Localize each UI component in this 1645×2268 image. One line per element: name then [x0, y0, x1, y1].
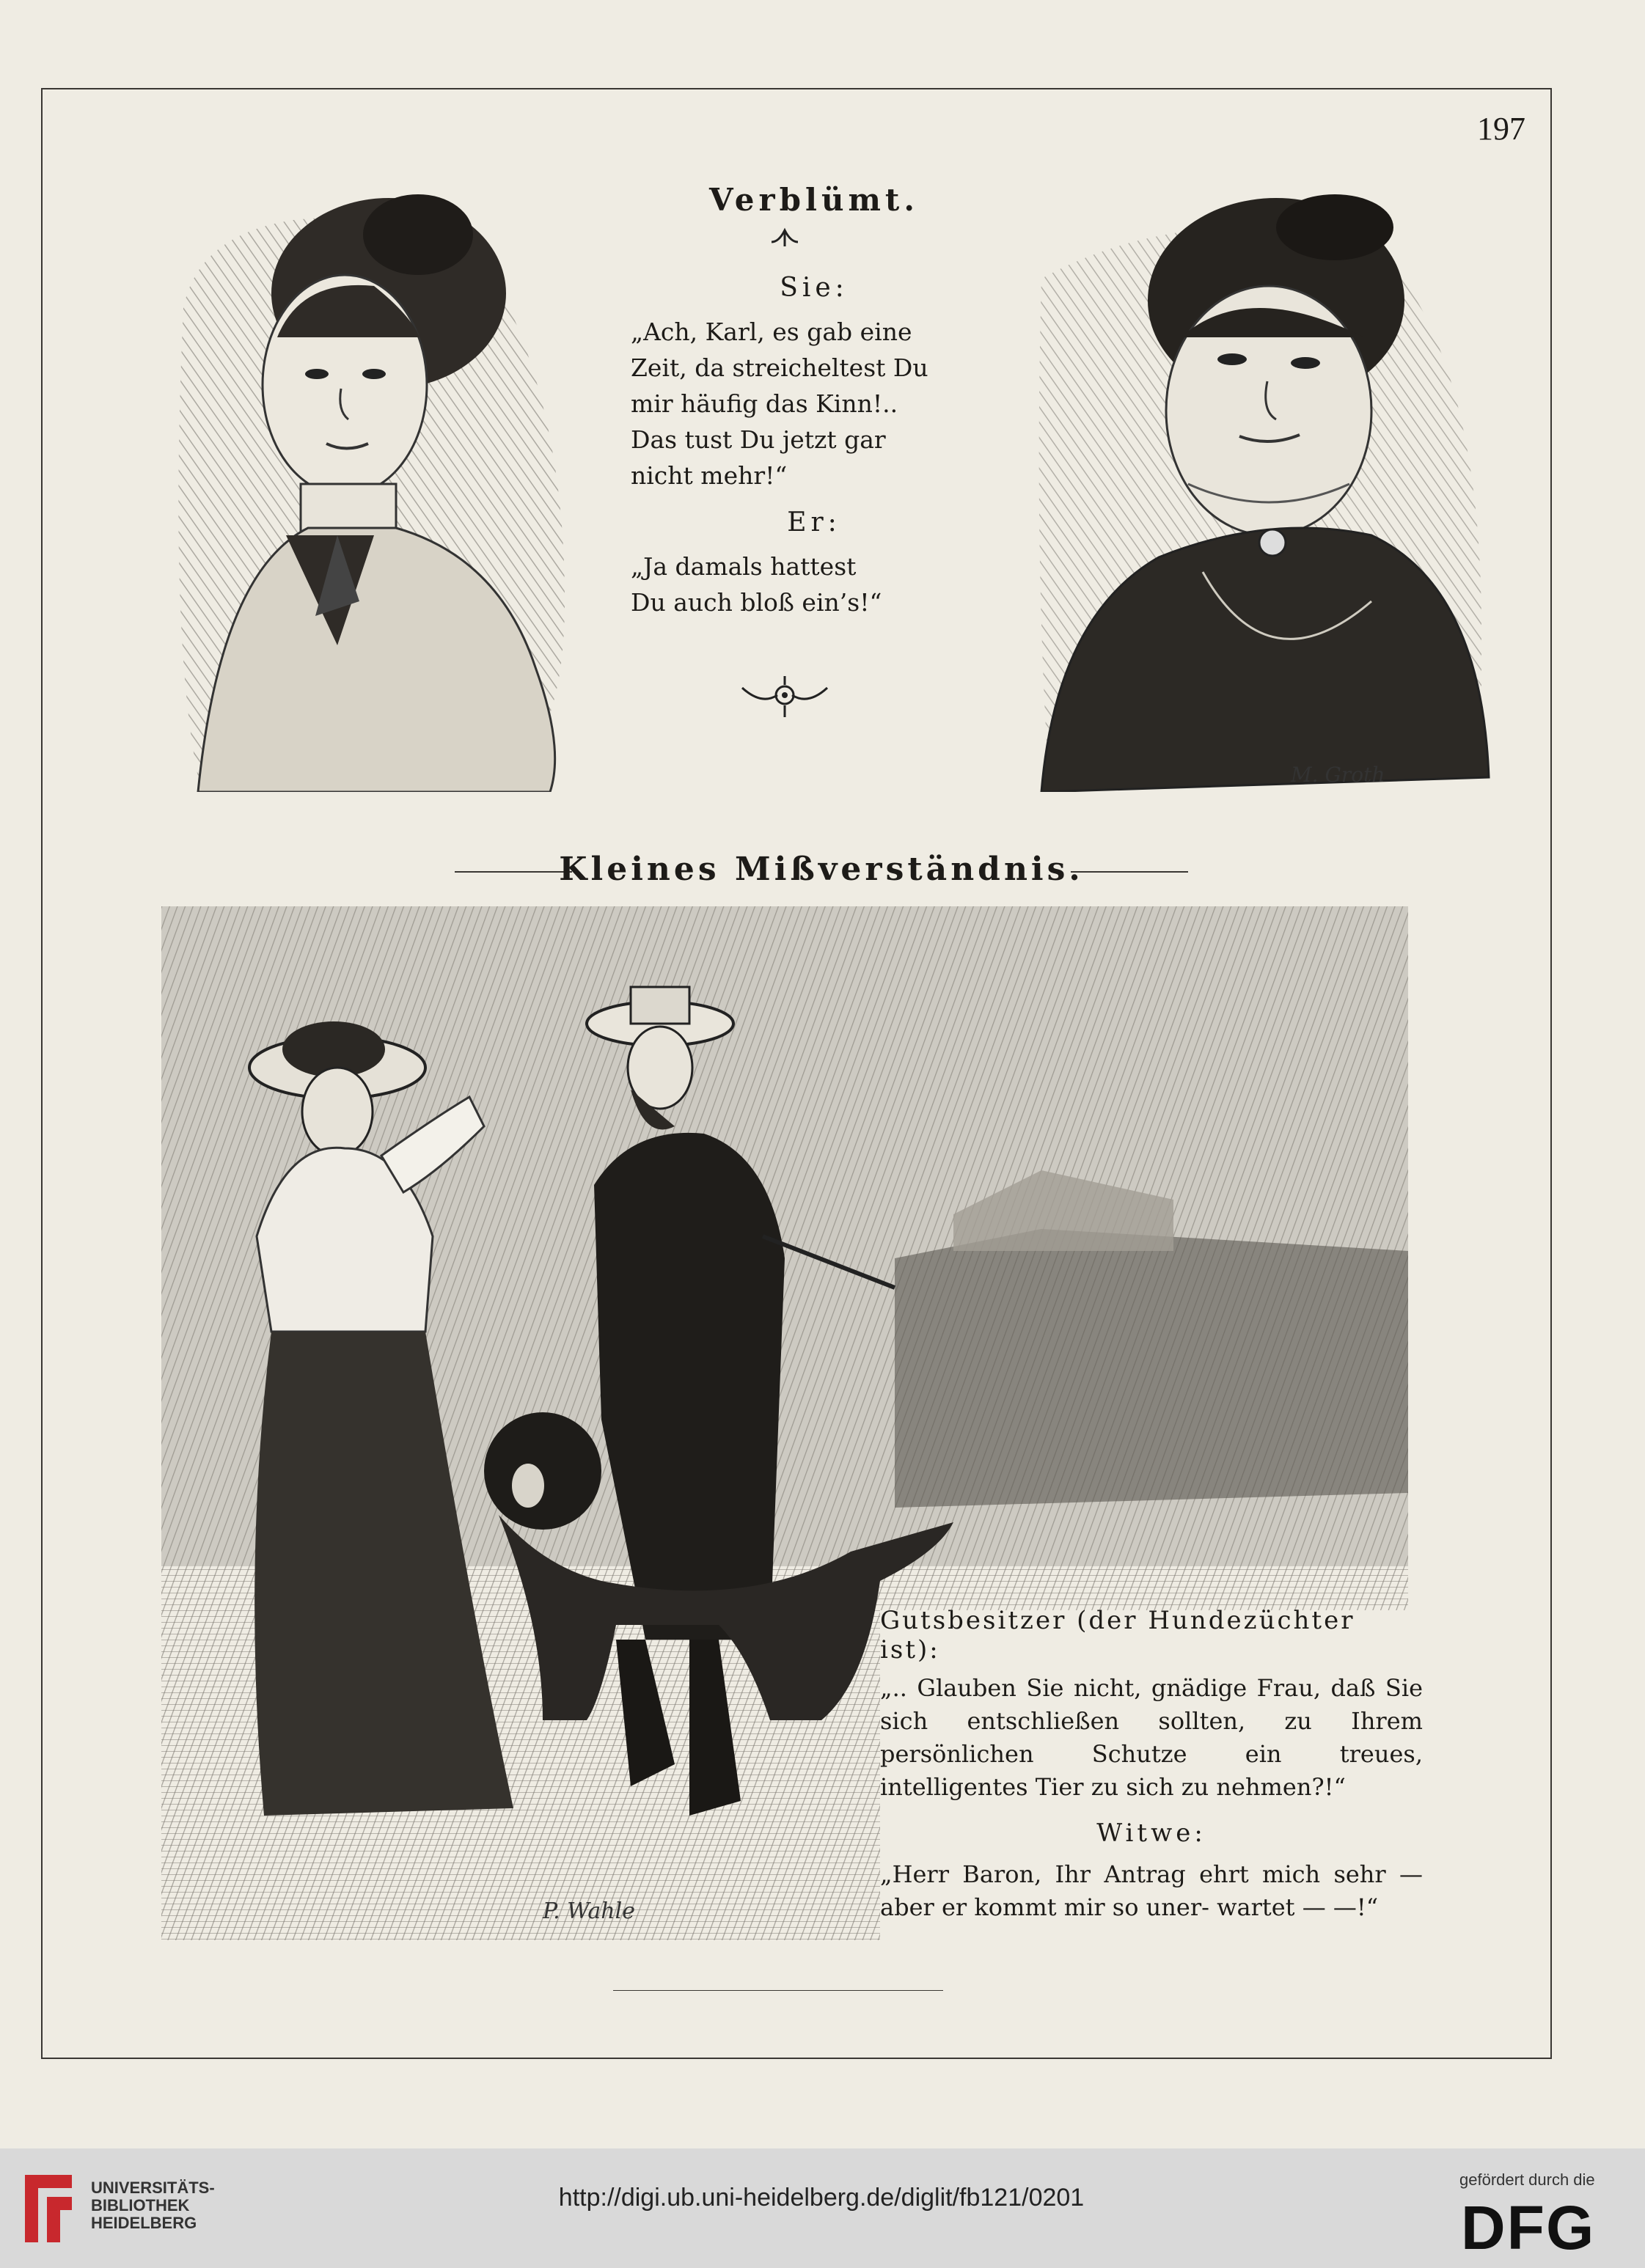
- vignette-icon: [739, 673, 830, 720]
- poem-title: Verblümt.: [709, 182, 919, 218]
- dfg-logo: DFG: [1461, 2193, 1596, 2262]
- institution-line: BIBLIOTHEK: [91, 2196, 190, 2214]
- institution-line: HEIDELBERG: [91, 2214, 197, 2232]
- verse-line: Du auch bloß ein’s!“: [631, 588, 882, 617]
- verse-line: Das tust Du jetzt gar: [631, 425, 886, 454]
- caption-text: „.. Glauben Sie nicht, gnädige Frau, daß Sie sich entschließen sollten, zu Ihrem persönlichen Schutze ein treues, intelligentes Tier zu sich zu nehmen?!“: [880, 1674, 1423, 1801]
- bottom-rule: [613, 1990, 943, 1991]
- caption-reply: „Herr Baron, Ihr Antrag ehrt mich sehr — aber er kommt mir so uner- wartet — —!“: [880, 1860, 1423, 1921]
- poem-verse-she: [631, 314, 968, 493]
- ub-heidelberg-logo-icon: [18, 2168, 79, 2250]
- institution-line: UNIVERSITÄTS-: [91, 2179, 215, 2197]
- funded-by-label: gefördert durch die: [1459, 2170, 1595, 2189]
- institution-name: [91, 2179, 215, 2232]
- illustration-signature: P. Wahle: [543, 1898, 635, 1924]
- permalink-url[interactable]: http://digi.ub.uni-heidelberg.de/diglit/fb121/0201: [558, 2184, 1085, 2212]
- caption-heading: Gutsbesitzer (der Hundezüchter ist):: [880, 1606, 1355, 1665]
- ornament-icon: [770, 226, 799, 248]
- verse-line: mir häufig das Kinn!..: [631, 389, 898, 418]
- portrait-young-woman: [154, 191, 587, 792]
- page-number: 197: [1477, 111, 1525, 147]
- verse-line: Zeit, da streicheltest Du: [631, 353, 928, 382]
- section-title: Kleines Mißverständnis.: [559, 851, 1084, 888]
- poem-speaker-he: Er:: [787, 507, 841, 537]
- poem-speaker-she: Sie:: [780, 273, 849, 303]
- portrait-older-woman: [1027, 191, 1496, 792]
- verse-line: nicht mehr!“: [631, 461, 788, 490]
- verse-line: „Ach, Karl, es gab eine: [631, 318, 912, 346]
- caption-box: [880, 1606, 1423, 1924]
- caption-speaker: Witwe:: [1096, 1819, 1206, 1848]
- verse-line: „Ja damals hattest: [631, 552, 857, 581]
- footer-bar: [0, 2148, 1645, 2268]
- portrait-signature: M. Groth: [1291, 763, 1385, 787]
- poem-verse-he: [631, 548, 968, 620]
